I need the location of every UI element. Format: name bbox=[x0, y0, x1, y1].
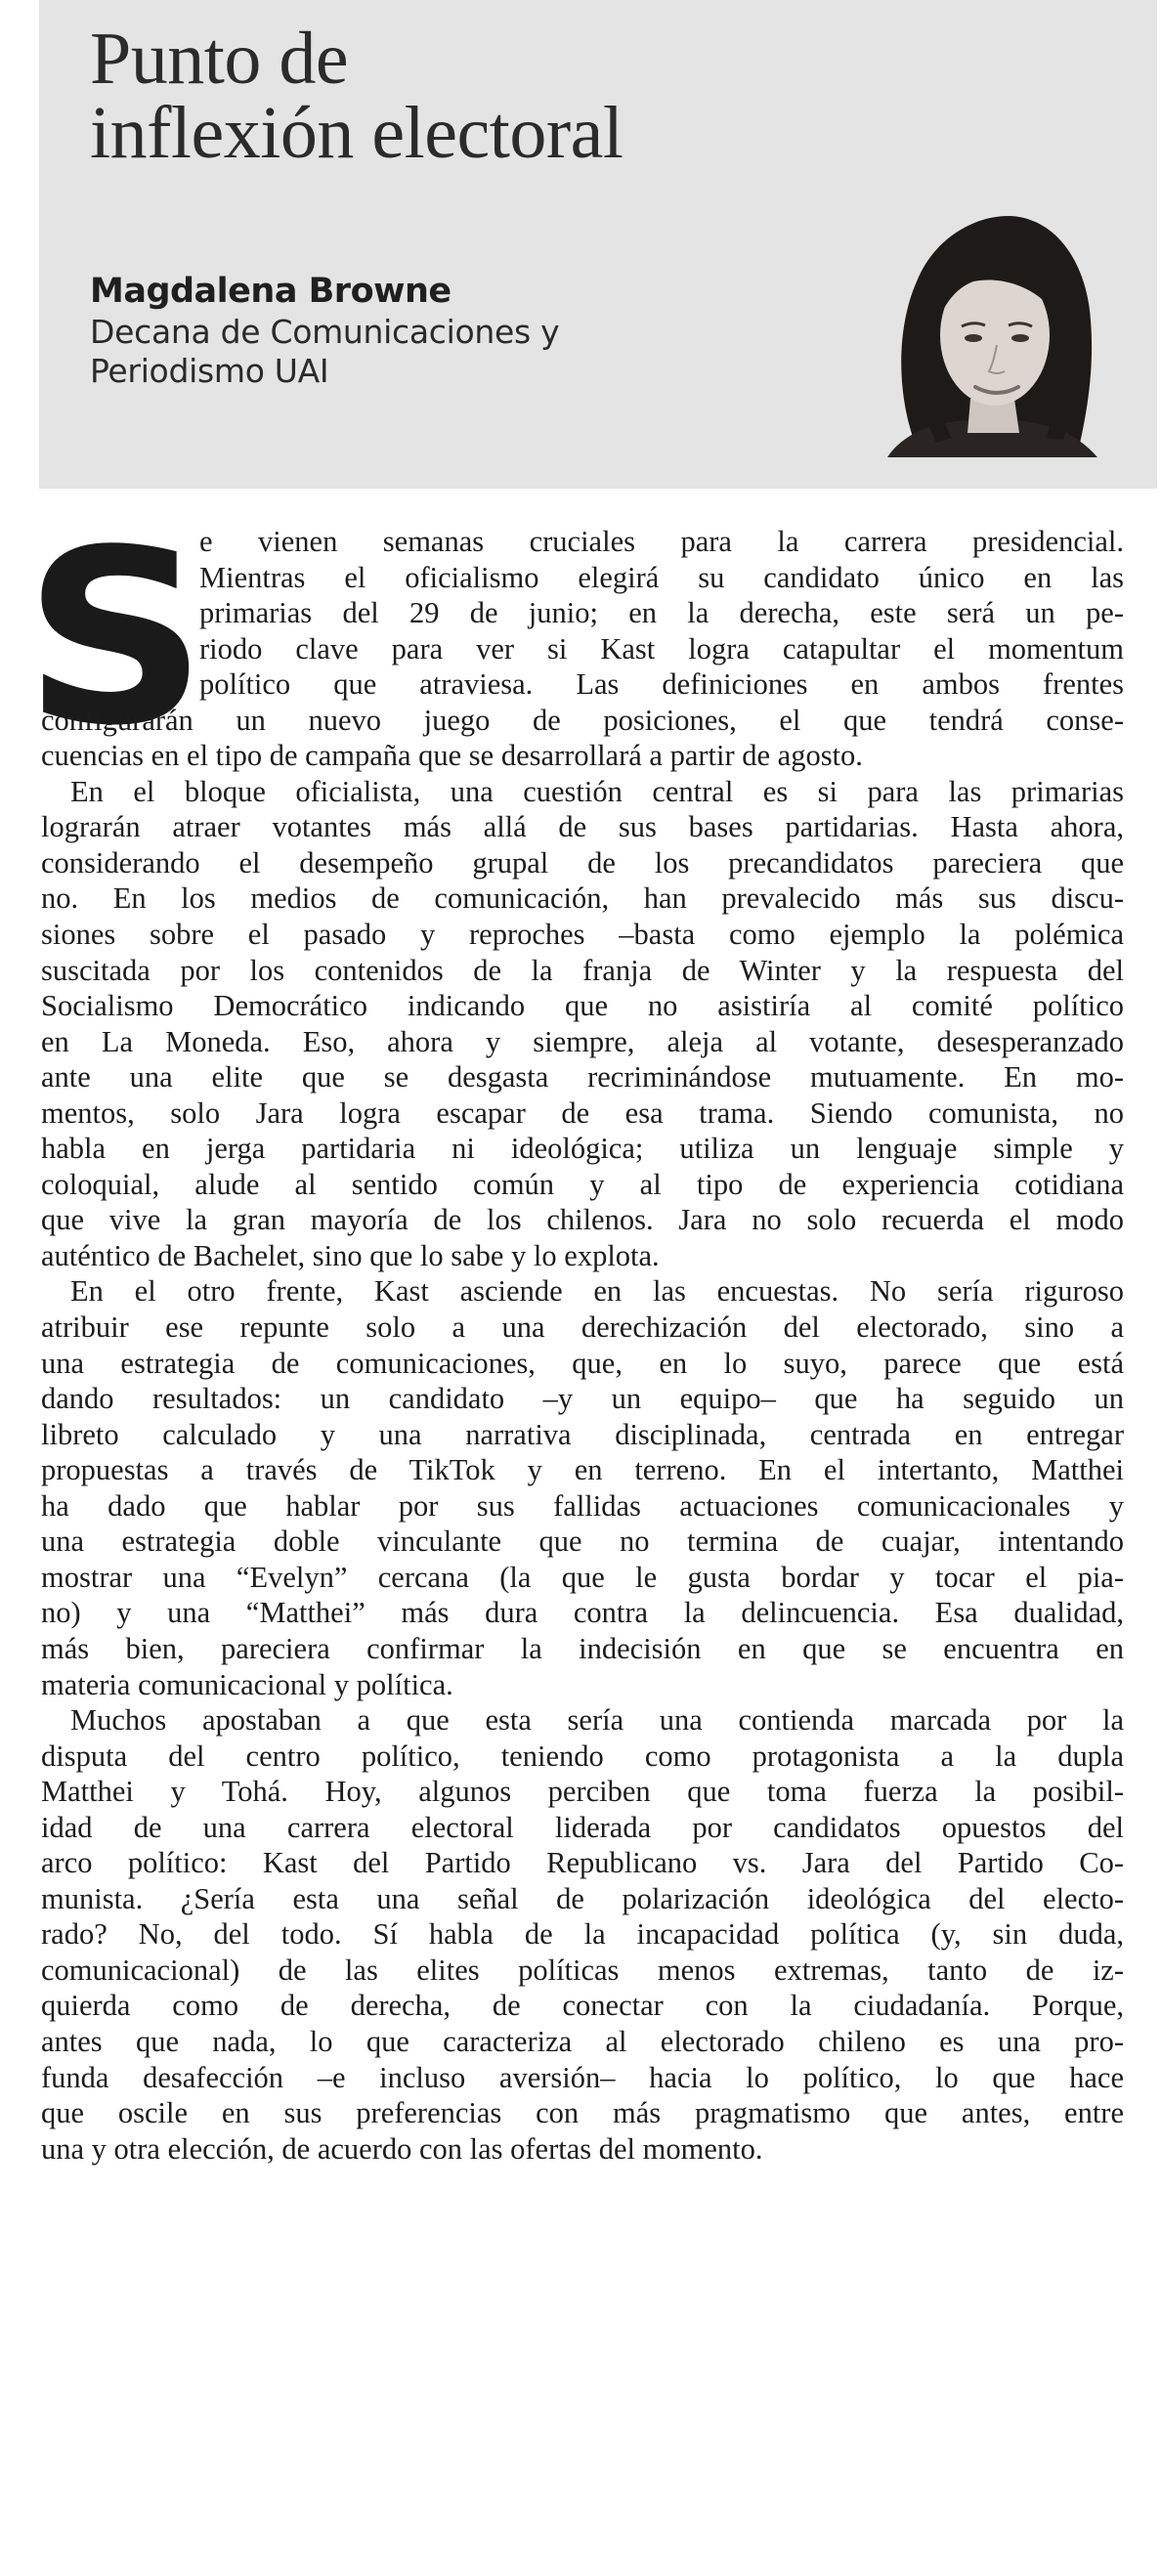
article-line: Mientras el oficialismo elegirá su candidato único en las bbox=[199, 560, 1124, 594]
article-line: ante una elite que se desgasta recriminándose mutuamente. En mo- bbox=[41, 1060, 1124, 1095]
article-line: cuencias en el tipo de campaña que se desarrollará a partir de agosto. bbox=[41, 739, 863, 773]
article-line: e vienen semanas cruciales para la carrera presidencial. bbox=[199, 525, 1124, 558]
article-body bbox=[41, 524, 1124, 2167]
article-line: que vive la gran mayoría de los chilenos. Jara no solo recuerda el modo bbox=[41, 1203, 1124, 1237]
article-line: en La Moneda. Eso, ahora y siempre, aleja al votante, desesperanzado bbox=[41, 1024, 1124, 1058]
article-line: una estrategia de comunicaciones, que, en lo suyo, parece que está bbox=[41, 1346, 1124, 1380]
author-role bbox=[90, 313, 637, 391]
article-line: comunicacional) de las elites políticas menos extremas, tanto de iz- bbox=[41, 1953, 1124, 1987]
article-line: atribuir ese repunte solo a una derechización del electorado, sino a bbox=[41, 1310, 1124, 1345]
article-line: considerando el desempeño grupal de los precandidatos pareciera que bbox=[41, 845, 1124, 880]
article-line: En el otro frente, Kast asciende en las encuestas. No sería riguroso bbox=[70, 1274, 1124, 1309]
article-line: propuestas a través de TikTok y en terreno. En el intertanto, Matthei bbox=[41, 1453, 1124, 1487]
article-line: Muchos apostaban a que esta sería una contienda marcada por la bbox=[70, 1703, 1124, 1738]
article-line: lograrán atraer votantes más allá de sus bases partidarias. Hasta ahora, bbox=[41, 810, 1124, 844]
article-line: mentos, solo Jara logra escapar de esa trama. Siendo comunista, no bbox=[41, 1095, 1124, 1130]
article-line: primarias del 29 de junio; en la derecha, este será un pe- bbox=[199, 596, 1124, 630]
article-line: auténtico de Bachelet, sino que lo sabe y lo explota. bbox=[41, 1238, 660, 1272]
article-line: Socialismo Democrático indicando que no asistiría al comité político bbox=[41, 989, 1124, 1023]
article-line: siones sobre el pasado y reproches –basta como ejemplo la polémica bbox=[41, 918, 1124, 952]
author-role-line-1: Decana de Comunicaciones y bbox=[90, 313, 560, 351]
article-line: una y otra elección, de acuerdo con las ofertas del momento. bbox=[41, 2131, 763, 2166]
article-line: Matthei y Tohá. Hoy, algunos perciben que toma fuerza la posibil- bbox=[41, 1775, 1124, 1809]
article-line: riodo clave para ver si Kast logra catapultar el momentum bbox=[199, 631, 1124, 665]
article-line: mostrar una “Evelyn” cercana (la que le gusta bordar y tocar el pia- bbox=[41, 1560, 1124, 1594]
article-line: que oscile en sus preferencias con más pragmatismo que antes, entre bbox=[41, 2096, 1124, 2130]
article-line: rado? No, del todo. Sí habla de la incapacidad política (y, sin duda, bbox=[41, 1917, 1124, 1952]
article-line: libreto calculado y una narrativa disciplinada, centrada en entregar bbox=[41, 1417, 1124, 1451]
article-line: antes que nada, lo que caracteriza al electorado chileno es una pro- bbox=[41, 2024, 1124, 2058]
article-line: suscitada por los contenidos de la franja de Winter y la respuesta del bbox=[41, 953, 1124, 987]
article-line: habla en jerga partidaria ni ideológica; utiliza un lenguaje simple y bbox=[41, 1132, 1124, 1166]
article-line: configurarán un nuevo juego de posiciones, el que tendrá conse- bbox=[41, 703, 1124, 737]
title-line-2: inflexión electoral bbox=[90, 92, 624, 174]
article-line: una estrategia doble vinculante que no termina de cuajar, intentando bbox=[41, 1524, 1124, 1559]
author-role-line-2: Periodismo UAI bbox=[90, 352, 329, 390]
article-line: materia comunicacional y política. bbox=[41, 1667, 453, 1701]
article-line: arco político: Kast del Partido Republicano vs. Jara del Partido Co- bbox=[41, 1846, 1124, 1880]
article-line: no) y una “Matthei” más dura contra la delincuencia. Esa dualidad, bbox=[41, 1596, 1124, 1630]
article-line: disputa del centro político, teniendo como protagonista a la dupla bbox=[41, 1739, 1124, 1773]
title-line-1: Punto de bbox=[90, 18, 349, 100]
article-line: político que atraviesa. Las definiciones en ambos frentes bbox=[199, 667, 1124, 702]
article-line: no. En los medios de comunicación, han prevalecido más sus discu- bbox=[41, 881, 1124, 916]
article-title bbox=[90, 18, 794, 174]
article-line: más bien, pareciera confirmar la indecisión en que se encuentra en bbox=[41, 1631, 1124, 1665]
article-line: En el bloque oficialista, una cuestión central es si para las primarias bbox=[70, 774, 1124, 808]
article-line: munista. ¿Sería esta una señal de polarización ideológica del electo- bbox=[41, 1881, 1124, 1915]
author-portrait bbox=[878, 203, 1102, 457]
drop-cap-s: S bbox=[22, 497, 208, 779]
article-line: funda desafección –e incluso aversión– hacia lo político, lo que hace bbox=[41, 2060, 1124, 2094]
article-line: ha dado que hablar por sus fallidas actuaciones comunicacionales y bbox=[41, 1488, 1124, 1523]
author-name: Magdalena Browne bbox=[90, 272, 452, 311]
article-line: dando resultados: un candidato –y un equipo– que ha seguido un bbox=[41, 1382, 1124, 1416]
article-line: coloquial, alude al sentido común y al tipo de experiencia cotidiana bbox=[41, 1167, 1124, 1201]
article-line: idad de una carrera electoral liderada por candidatos opuestos del bbox=[41, 1810, 1124, 1844]
article-line: quierda como de derecha, de conectar con la ciudadanía. Porque, bbox=[41, 1989, 1124, 2023]
